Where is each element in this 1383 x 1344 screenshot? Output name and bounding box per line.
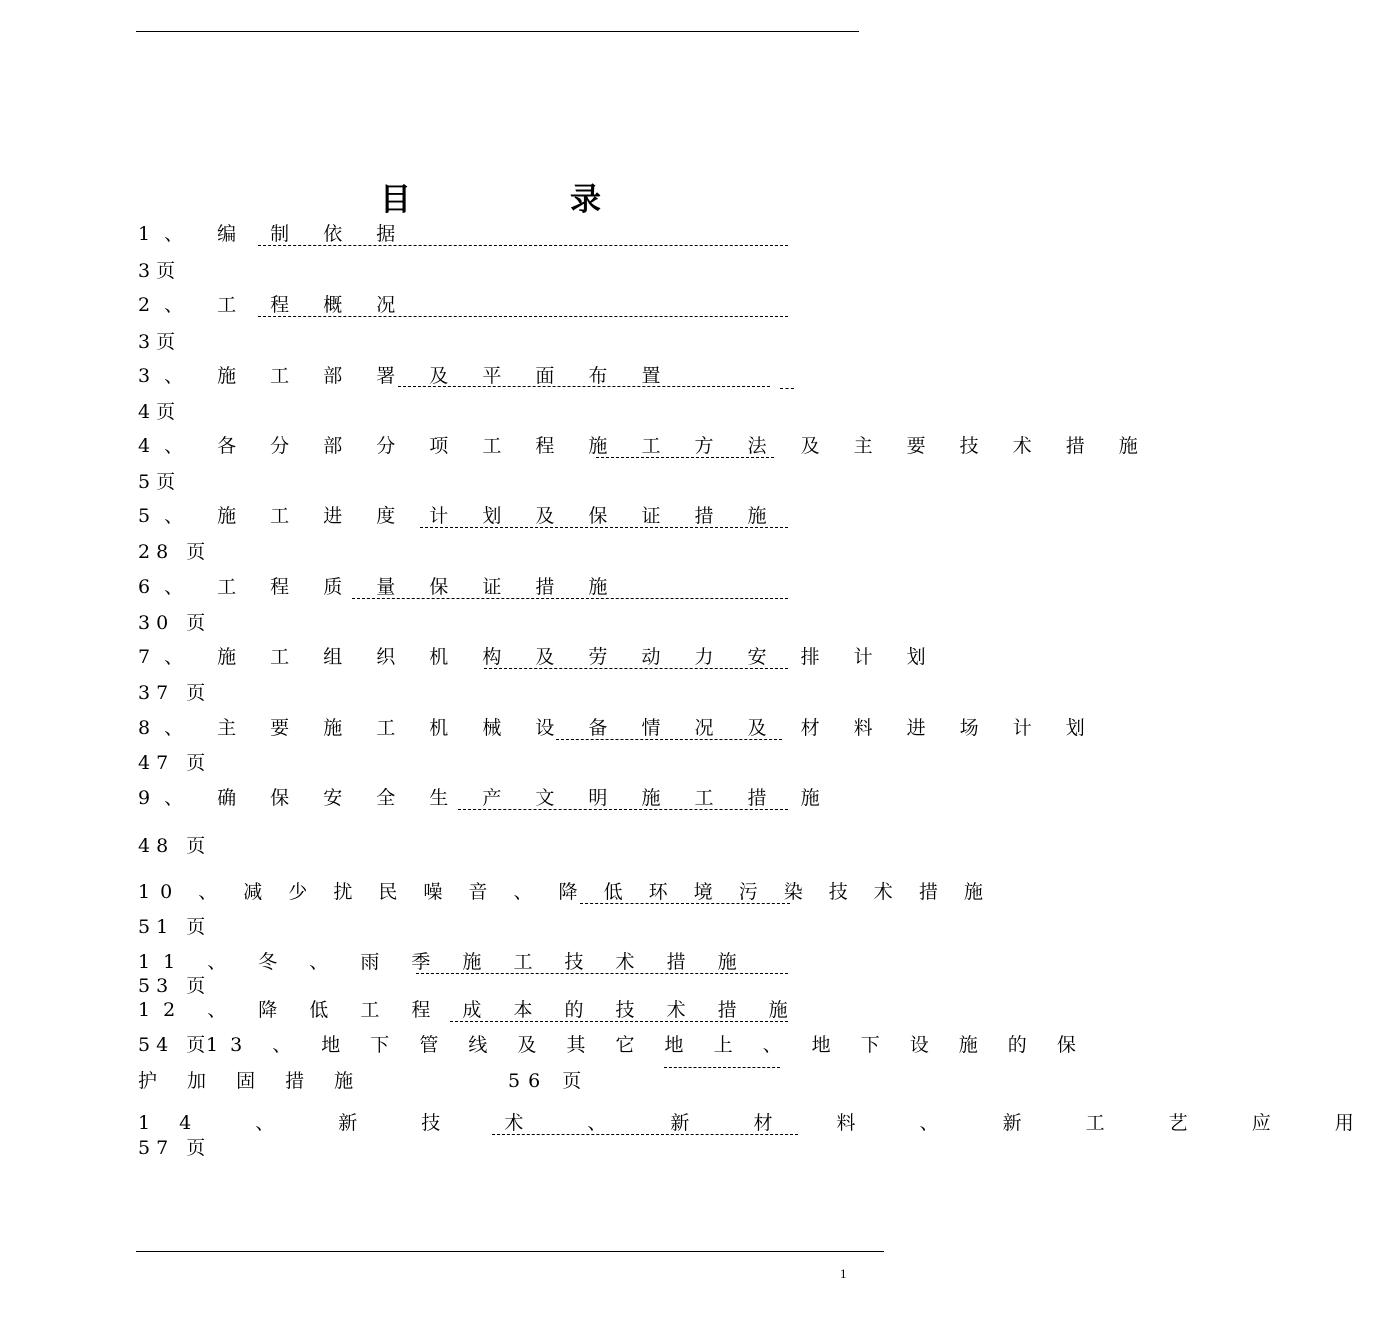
toc-leader	[556, 739, 782, 740]
header-rule	[136, 31, 859, 32]
toc-entry-page: 56 页	[508, 1070, 590, 1092]
toc-leader	[450, 1021, 788, 1022]
toc-entry-page: 28 页	[138, 541, 212, 563]
toc-leader	[416, 973, 788, 974]
toc-entry-label[interactable]: 14 、 新 技 术 、 新 材 料 、 新 工 艺 应 用	[138, 1112, 1383, 1134]
toc-entry-page: 47 页	[138, 752, 212, 774]
toc-entry-page: 3 页	[138, 331, 176, 353]
toc-entry-label[interactable]: 12 、 降 低 工 程 成 本 的 技 术 措 施	[138, 999, 801, 1021]
toc-entry-page: 5 页	[138, 471, 176, 493]
toc-leader	[352, 598, 788, 599]
toc-entry-label[interactable]: 5、 施 工 进 度 计 划 及 保 证 措 施	[138, 505, 781, 527]
toc-entry-page: 3 页	[138, 260, 176, 282]
toc-leader	[484, 668, 788, 669]
toc-entry-label[interactable]: 8、 主 要 施 工 机 械 设 备 情 况 及 材 料 进 场 计 划	[138, 717, 1099, 739]
toc-entry-label[interactable]: 10 、 减 少 扰 民 噪 音 、 降 低 环 境 污 染 技 术 措 施	[138, 881, 993, 903]
toc-leader	[780, 388, 794, 389]
toc-entry-page: 57 页	[138, 1137, 212, 1159]
toc-entry-label[interactable]: 7、 施 工 组 织 机 构 及 劳 动 力 安 排 计 划	[138, 646, 940, 668]
toc-entry-page: 54 页	[138, 1034, 212, 1056]
toc-entry-label[interactable]: 3、 施 工 部 署 及 平 面 布 置	[138, 365, 675, 387]
page-number: 1	[840, 1266, 847, 1281]
toc-leader	[596, 457, 774, 458]
toc-leader	[258, 245, 788, 246]
toc-leader	[458, 809, 788, 810]
toc-leader	[398, 386, 770, 387]
toc-entry-page: 53 页	[138, 975, 212, 997]
toc-entry-page: 51 页	[138, 916, 212, 938]
toc-leader	[420, 527, 788, 528]
toc-entry-label-continued: 护 加 固 措 施	[138, 1070, 366, 1092]
toc-entry-label[interactable]: 13 、 地 下 管 线 及 其 它 地 上 、 地 下 设 施 的 保	[206, 1034, 1088, 1056]
toc-entry-page: 48 页	[138, 835, 212, 857]
footer-rule	[136, 1251, 884, 1252]
toc-entry-label[interactable]: 4、 各 分 部 分 项 工 程 施 工 方 法 及 主 要 技 术 措 施	[138, 435, 1152, 457]
toc-entry-label[interactable]: 2、 工 程 概 况	[138, 294, 410, 316]
toc-leader	[492, 1134, 798, 1135]
toc-entry-page: 4 页	[138, 401, 176, 423]
toc-entry-page: 30 页	[138, 612, 212, 634]
toc-entry-label[interactable]: 9、 确 保 安 全 生 产 文 明 施 工 措 施	[138, 787, 834, 809]
toc-entry-page: 37 页	[138, 682, 212, 704]
toc-title-char-1: 目	[380, 182, 411, 218]
toc-title-char-2: 录	[570, 182, 601, 218]
toc-entry-label[interactable]: 6、 工 程 质 量 保 证 措 施	[138, 576, 622, 598]
toc-entry-label[interactable]: 11 、 冬 、 雨 季 施 工 技 术 措 施	[138, 951, 750, 973]
toc-leader	[664, 1067, 780, 1068]
toc-leader	[580, 903, 790, 904]
toc-entry-label[interactable]: 1、 编 制 依 据	[138, 223, 410, 245]
toc-leader	[258, 316, 788, 317]
